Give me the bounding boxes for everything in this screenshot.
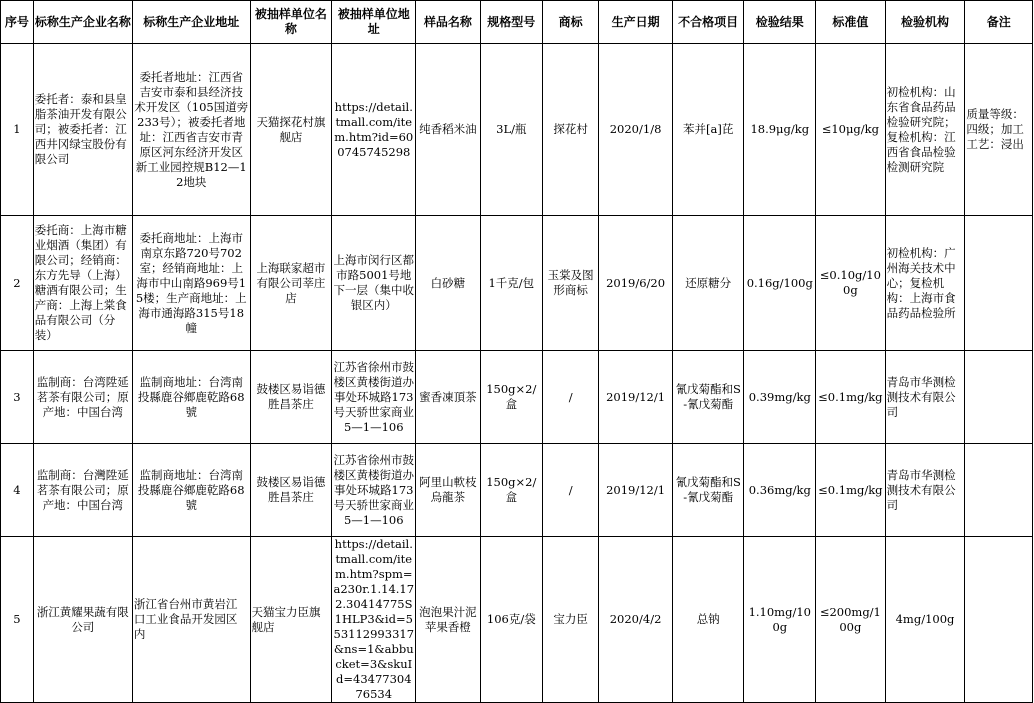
cell-sampled-address: 江苏省徐州市鼓楼区黄楼街道办事处环城路173号天骄世家商业5—1—106 xyxy=(332,351,416,444)
cell-spec: 150g×2/盒 xyxy=(480,351,542,444)
cell-sampled-unit: 鼓楼区易诣德胜昌茶庄 xyxy=(250,351,332,444)
cell-production-date: 2019/6/20 xyxy=(599,216,673,351)
header-cell-trademark: 商标 xyxy=(543,1,599,44)
cell-failed-item: 氰戊菊酯和S-氰戊菊酯 xyxy=(672,444,744,537)
cell-institution: 4mg/100g xyxy=(885,537,965,703)
cell-sampled-unit: 鼓楼区易诣德胜昌茶庄 xyxy=(250,444,332,537)
cell-remark xyxy=(965,537,1033,703)
table-row xyxy=(1,216,1033,351)
cell-spec: 106克/袋 xyxy=(480,537,542,703)
cell-trademark: / xyxy=(543,351,599,444)
cell-manufacturer: 委托商：上海市糖业烟酒（集团）有限公司；经销商：东方先导（上海）糖酒有限公司；生产商：上海上棠食品有限公司（分装） xyxy=(33,216,132,351)
cell-sample-name: 纯香稻米油 xyxy=(416,44,480,216)
table-row xyxy=(1,44,1033,216)
header-row xyxy=(1,1,1033,44)
cell-failed-item: 氰戊菊酯和S-氰戊菊酯 xyxy=(672,351,744,444)
cell-remark: 质量等级：四级；加工工艺：浸出 xyxy=(965,44,1033,216)
cell-trademark: 探花村 xyxy=(543,44,599,216)
cell-result: 0.36mg/kg xyxy=(744,444,816,537)
cell-result: 0.39mg/kg xyxy=(744,351,816,444)
cell-no: 4 xyxy=(1,444,34,537)
cell-manufacturer: 浙江黄耀果蔬有限公司 xyxy=(33,537,132,703)
cell-sampled-unit: 天猫探花村旗舰店 xyxy=(250,44,332,216)
cell-spec: 1千克/包 xyxy=(480,216,542,351)
header-cell-result: 检验结果 xyxy=(744,1,816,44)
cell-no: 3 xyxy=(1,351,34,444)
cell-manufacturer: 监制商：台灣陞延茗茶有限公司；原产地：中国台湾 xyxy=(33,444,132,537)
cell-trademark: / xyxy=(543,444,599,537)
cell-sample-name: 阿里山軟枝烏龍茶 xyxy=(416,444,480,537)
cell-spec: 3L/瓶 xyxy=(480,44,542,216)
header-cell-standard: 标准值 xyxy=(816,1,886,44)
cell-trademark: 宝力臣 xyxy=(543,537,599,703)
cell-institution: 初检机构：山东省食品药品检验研究院；复检机构：江西省食品检验检测研究院 xyxy=(885,44,965,216)
cell-no: 2 xyxy=(1,216,34,351)
cell-institution: 青岛市华测检测技术有限公司 xyxy=(885,444,965,537)
header-cell-sampled-unit: 被抽样单位名称 xyxy=(250,1,332,44)
header-cell-failed-item: 不合格项目 xyxy=(672,1,744,44)
cell-manufacturer: 监制商：台湾陞延茗茶有限公司；原产地：中国台湾 xyxy=(33,351,132,444)
cell-institution: 初检机构：广州海关技术中心；复检机构：上海市食品药品检验所 xyxy=(885,216,965,351)
header-cell-production-date: 生产日期 xyxy=(599,1,673,44)
cell-no: 1 xyxy=(1,44,34,216)
cell-standard: ≤0.1mg/kg xyxy=(816,351,886,444)
cell-sampled-unit: 上海联家超市有限公司莘庄店 xyxy=(250,216,332,351)
header-cell-manufacturer-address: 标称生产企业地址 xyxy=(132,1,250,44)
cell-no: 5 xyxy=(1,537,34,703)
cell-manufacturer-address: 委托商地址：上海市南京东路720号702室；经销商地址：上海市中山南路969号15楼；生产商地址：上海市通海路315号18幢 xyxy=(132,216,250,351)
cell-sampled-address: https://detail.tmall.com/item.htm?id=600745745298 xyxy=(332,44,416,216)
header-cell-sample-name: 样品名称 xyxy=(416,1,480,44)
cell-manufacturer-address: 浙江省台州市黄岩江口工业食品开发园区内 xyxy=(132,537,250,703)
cell-manufacturer-address: 监制商地址：台湾南投縣鹿谷鄉鹿乾路68號 xyxy=(132,444,250,537)
cell-result: 1.10mg/100g xyxy=(744,537,816,703)
cell-production-date: 2019/12/1 xyxy=(599,351,673,444)
cell-sampled-address: https://detail.tmall.com/item.htm?spm=a230r.1.14.172.30414775S1HLP3&id=553112993317&ns=1&abbucket=3&skuId=4347730476534 xyxy=(333,537,415,701)
cell-remark xyxy=(965,444,1033,537)
cell-sample-name: 白砂糖 xyxy=(416,216,480,351)
cell-sampled-address: 江苏省徐州市鼓楼区黄楼街道办事处环城路173号天骄世家商业5—1—106 xyxy=(332,444,416,537)
cell-sampled-unit: 天猫宝力臣旗舰店 xyxy=(250,537,332,703)
cell-standard: ≤200mg/100g xyxy=(816,537,886,703)
cell-result: 0.16g/100g xyxy=(744,216,816,351)
cell-production-date: 2020/1/8 xyxy=(599,44,673,216)
cell-institution: 青岛市华测检测技术有限公司 xyxy=(885,351,965,444)
cell-standard: ≤10μg/kg xyxy=(816,44,886,216)
cell-failed-item: 总钠 xyxy=(672,537,744,703)
header-cell-sampled-address: 被抽样单位地址 xyxy=(332,1,416,44)
cell-production-date: 2019/12/1 xyxy=(599,444,673,537)
table-row xyxy=(1,351,1033,444)
cell-result: 18.9μg/kg xyxy=(744,44,816,216)
cell-production-date: 2020/4/2 xyxy=(599,537,673,703)
cell-manufacturer: 委托者：泰和县皇脂茶油开发有限公司；被委托者：江西井冈绿宝股份有限公司 xyxy=(33,44,132,216)
cell-standard: ≤0.1mg/kg xyxy=(816,444,886,537)
cell-standard: ≤0.10g/100g xyxy=(816,216,886,351)
cell-sampled-address: 上海市闵行区都市路5001号地下一层（集中收银区内） xyxy=(332,216,416,351)
cell-remark xyxy=(965,351,1033,444)
header-cell-remark: 备注 xyxy=(965,1,1033,44)
table-row xyxy=(1,537,1033,703)
header-cell-no: 序号 xyxy=(1,1,34,44)
cell-manufacturer-address: 委托者地址：江西省吉安市泰和县经济技术开发区（105国道旁233号）；被委托者地址：江西省吉安市青原区河东经济开发区新工业园控规B12—12地块 xyxy=(132,44,250,216)
cell-failed-item: 苯并[a]芘 xyxy=(672,44,744,216)
cell-trademark: 玉棠及图形商标 xyxy=(543,216,599,351)
cell-sample-name: 泡泡果汁泥苹果香橙 xyxy=(416,537,480,703)
table-row xyxy=(1,444,1033,537)
cell-spec: 150g×2/盒 xyxy=(480,444,542,537)
cell-manufacturer-address: 监制商地址：台湾南投縣鹿谷鄉鹿乾路68號 xyxy=(132,351,250,444)
header-cell-manufacturer: 标称生产企业名称 xyxy=(33,1,132,44)
header-cell-institution: 检验机构 xyxy=(885,1,965,44)
header-cell-spec: 规格型号 xyxy=(480,1,542,44)
cell-sample-name: 蜜香凍頂茶 xyxy=(416,351,480,444)
cell-failed-item: 还原糖分 xyxy=(672,216,744,351)
cell-remark xyxy=(965,216,1033,351)
